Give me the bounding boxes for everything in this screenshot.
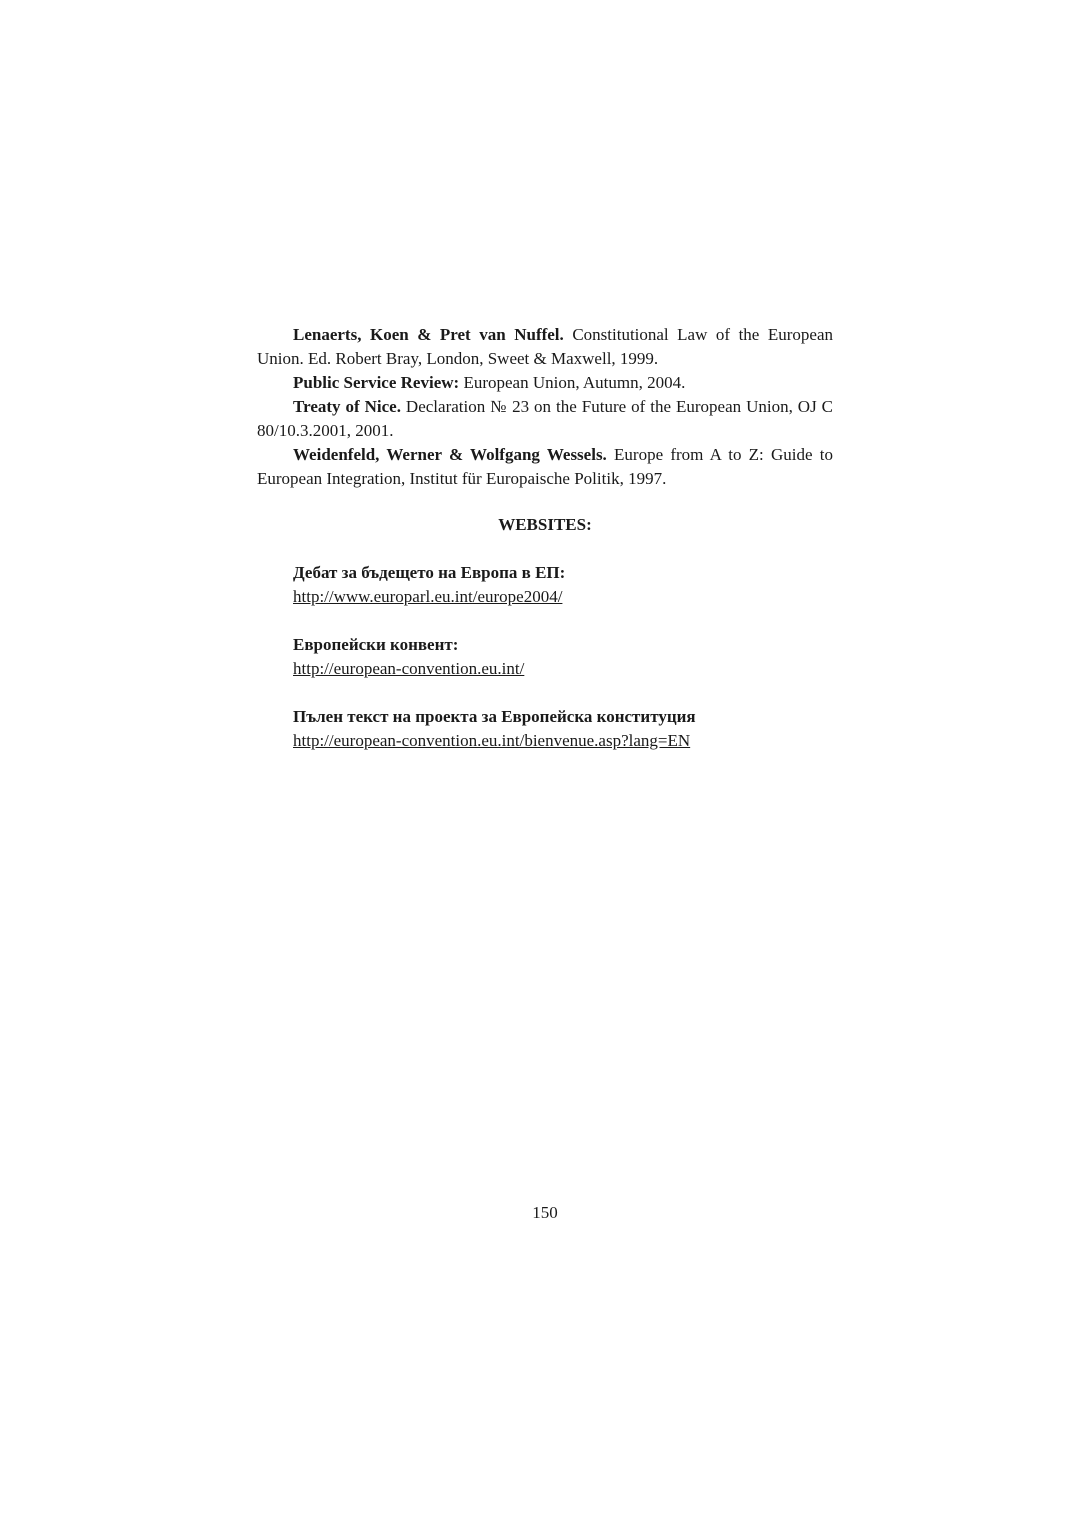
website-entry	[293, 633, 833, 681]
website-entry	[293, 705, 833, 753]
reference-author: Public Service Review:	[293, 373, 460, 392]
reference-text: Declaration № 23 on the Future of the European Union, OJ C 80/10.3.2001, 2001.	[257, 397, 833, 440]
reference-author: Lenaerts, Koen & Pret van Nuffel.	[293, 325, 564, 344]
page-number: 150	[532, 1203, 558, 1222]
website-link[interactable]: http://european-convention.eu.int/bienvenue.asp?lang=EN	[293, 731, 691, 750]
website-link[interactable]: http://european-convention.eu.int/	[293, 659, 525, 678]
website-label: Дебат за бъдещето на Европа в ЕП:	[293, 563, 566, 582]
reference-entry	[257, 395, 833, 443]
website-label: Европейски конвент:	[293, 635, 459, 654]
reference-text: Europe from A to Z: Guide to European Integration, Institut für Europaische Politik, 1997.	[257, 445, 833, 488]
reference-entry	[257, 323, 833, 371]
reference-author: Treaty of Nice.	[293, 397, 401, 416]
reference-text: Constitutional Law of the European Union. Ed. Robert Bray, London, Sweet & Maxwell, 1999.	[257, 325, 833, 368]
bibliography-block	[257, 323, 833, 753]
websites-heading: WEBSITES:	[498, 515, 592, 534]
reference-entry	[257, 443, 833, 491]
website-entry	[293, 561, 833, 609]
reference-entry	[257, 371, 833, 395]
website-link[interactable]: http://www.europarl.eu.int/europe2004/	[293, 587, 563, 606]
website-label: Пълен текст на проекта за Европейска конституция	[293, 707, 696, 726]
reference-text: European Union, Autumn, 2004.	[459, 373, 686, 392]
reference-author: Weidenfeld, Werner & Wolfgang Wessels.	[293, 445, 607, 464]
